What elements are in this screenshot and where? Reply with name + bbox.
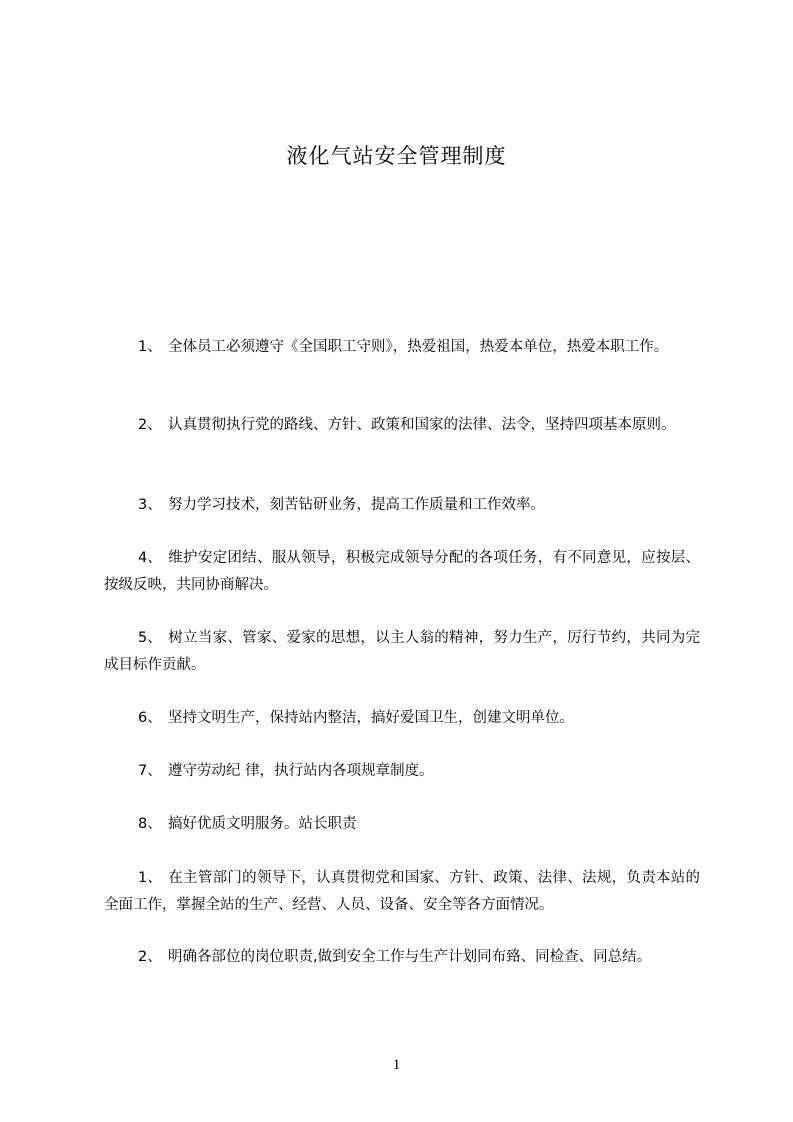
paragraph-10 bbox=[104, 944, 700, 971]
paragraph-number: 1、 bbox=[138, 339, 162, 355]
paragraph-text: 明确各部位的岗位职责,做到安全工作与生产计划同布臵、同检查、同总结。 bbox=[168, 949, 652, 965]
paragraph-text: 搞好优质文明服务。站长职责 bbox=[168, 816, 357, 832]
paragraph-6 bbox=[104, 705, 700, 732]
paragraph-3 bbox=[104, 492, 700, 519]
paragraph-number: 8、 bbox=[138, 816, 162, 832]
paragraph-text: 在主管部门的领导下，认真贯彻党和国家、方针、政策、法律、法规，负责本站的全面工作，掌握全站的生产、经营、人员、设备、安全等各方面情况。 bbox=[104, 870, 700, 913]
paragraph-7 bbox=[104, 758, 700, 785]
page-number: 1 bbox=[392, 1057, 401, 1073]
paragraph-text: 树立当家、管家、爱家的思想，以主人翁的精神，努力生产，厉行节约，共同为完成目标作贡献。 bbox=[104, 630, 700, 673]
paragraph-text: 全体员工必须遵守《全国职工守则》，热爱祖国，热爱本单位，热爱本职工作。 bbox=[168, 339, 669, 355]
paragraph-number: 1、 bbox=[138, 870, 162, 886]
paragraph-4 bbox=[104, 545, 700, 599]
paragraph-text: 维护安定团结、服从领导，积极完成领导分配的各项任务，有不同意见，应按层、按级反映，共同协商解决。 bbox=[104, 550, 700, 593]
paragraph-number: 6、 bbox=[138, 710, 162, 726]
document-title: 液化气站安全管理制度 bbox=[286, 144, 507, 168]
paragraph-number: 2、 bbox=[138, 949, 162, 965]
paragraph-text: 认真贯彻执行党的路线、方针、政策和国家的法律、法令，坚持四项基本原则。 bbox=[168, 417, 676, 433]
paragraph-2 bbox=[104, 412, 700, 439]
paragraph-5 bbox=[104, 625, 700, 679]
paragraph-8 bbox=[104, 811, 700, 838]
paragraph-text: 努力学习技术，刻苦钻研业务，提高工作质量和工作效率。 bbox=[168, 497, 545, 513]
paragraph-number: 7、 bbox=[138, 763, 162, 779]
paragraph-number: 5、 bbox=[138, 630, 162, 646]
paragraph-number: 3、 bbox=[138, 497, 162, 513]
paragraph-number: 4、 bbox=[138, 550, 162, 566]
paragraph-1 bbox=[104, 334, 700, 361]
paragraph-number: 2、 bbox=[138, 417, 162, 433]
paragraph-text: 坚持文明生产，保持站内整洁，搞好爱国卫生，创建文明单位。 bbox=[168, 710, 574, 726]
paragraph-text: 遵守劳动纪 律，执行站内各项规章制度。 bbox=[168, 763, 434, 779]
paragraph-9 bbox=[104, 865, 700, 919]
